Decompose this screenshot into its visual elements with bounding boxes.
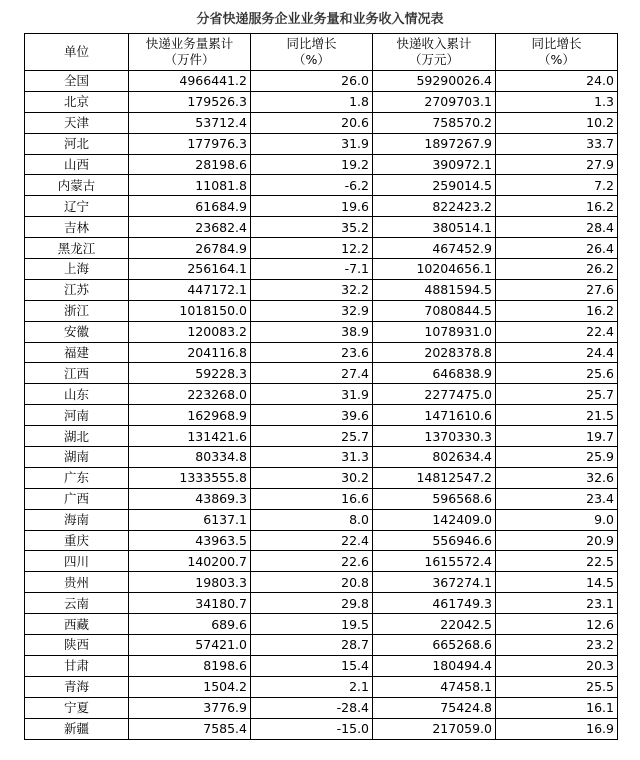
revenue-cell: 367274.1 xyxy=(373,572,496,593)
header-volume: 快递业务量累计 （万件） xyxy=(129,34,251,71)
header-revenue-growth: 同比增长 （%） xyxy=(496,34,618,71)
header-row xyxy=(25,34,618,71)
revenue-growth-cell: 28.4 xyxy=(496,217,618,238)
volume-cell: 19803.3 xyxy=(129,572,251,593)
volume-growth-cell: 31.9 xyxy=(251,133,373,154)
region-name: 河北 xyxy=(25,133,129,154)
revenue-growth-cell: 25.7 xyxy=(496,384,618,405)
table-row xyxy=(25,175,618,196)
volume-growth-cell: 28.7 xyxy=(251,635,373,656)
revenue-growth-cell: 24.0 xyxy=(496,71,618,92)
volume-growth-cell: -15.0 xyxy=(251,718,373,739)
revenue-growth-cell: 27.6 xyxy=(496,279,618,300)
region-name: 天津 xyxy=(25,112,129,133)
revenue-growth-cell: 26.4 xyxy=(496,238,618,259)
volume-cell: 23682.4 xyxy=(129,217,251,238)
volume-cell: 120083.2 xyxy=(129,321,251,342)
revenue-growth-cell: 16.2 xyxy=(496,196,618,217)
volume-growth-cell: 20.8 xyxy=(251,572,373,593)
volume-growth-cell: 35.2 xyxy=(251,217,373,238)
revenue-growth-cell: 24.4 xyxy=(496,342,618,363)
table-body xyxy=(25,71,618,740)
region-name: 福建 xyxy=(25,342,129,363)
table-row xyxy=(25,509,618,530)
volume-growth-cell: -7.1 xyxy=(251,259,373,280)
volume-cell: 1018150.0 xyxy=(129,300,251,321)
volume-cell: 1504.2 xyxy=(129,676,251,697)
region-name: 新疆 xyxy=(25,718,129,739)
region-name: 甘肃 xyxy=(25,655,129,676)
table-row xyxy=(25,154,618,175)
revenue-growth-cell: 14.5 xyxy=(496,572,618,593)
table-row xyxy=(25,614,618,635)
region-name: 山西 xyxy=(25,154,129,175)
table-row xyxy=(25,718,618,739)
revenue-growth-cell: 27.9 xyxy=(496,154,618,175)
table-row xyxy=(25,405,618,426)
revenue-cell: 1078931.0 xyxy=(373,321,496,342)
header-unit: 单位 xyxy=(25,34,129,71)
revenue-cell: 259014.5 xyxy=(373,175,496,196)
volume-growth-cell: 16.6 xyxy=(251,488,373,509)
header-revenue: 快递收入累计 （万元） xyxy=(373,34,496,71)
volume-cell: 177976.3 xyxy=(129,133,251,154)
revenue-cell: 10204656.1 xyxy=(373,259,496,280)
volume-growth-cell: 19.5 xyxy=(251,614,373,635)
revenue-cell: 75424.8 xyxy=(373,697,496,718)
revenue-growth-cell: 25.6 xyxy=(496,363,618,384)
volume-growth-cell: -28.4 xyxy=(251,697,373,718)
region-name: 重庆 xyxy=(25,530,129,551)
volume-cell: 53712.4 xyxy=(129,112,251,133)
table-row xyxy=(25,279,618,300)
table-row xyxy=(25,363,618,384)
volume-cell: 447172.1 xyxy=(129,279,251,300)
revenue-cell: 467452.9 xyxy=(373,238,496,259)
table-row xyxy=(25,635,618,656)
header-volume-growth: 同比增长 （%） xyxy=(251,34,373,71)
revenue-cell: 646838.9 xyxy=(373,363,496,384)
volume-growth-cell: 32.2 xyxy=(251,279,373,300)
volume-cell: 34180.7 xyxy=(129,593,251,614)
revenue-cell: 2028378.8 xyxy=(373,342,496,363)
volume-cell: 204116.8 xyxy=(129,342,251,363)
region-name: 内蒙古 xyxy=(25,175,129,196)
revenue-growth-cell: 16.9 xyxy=(496,718,618,739)
revenue-cell: 2277475.0 xyxy=(373,384,496,405)
revenue-cell: 665268.6 xyxy=(373,635,496,656)
revenue-growth-cell: 9.0 xyxy=(496,509,618,530)
revenue-cell: 59290026.4 xyxy=(373,71,496,92)
region-name: 广东 xyxy=(25,467,129,488)
table-row xyxy=(25,217,618,238)
volume-cell: 4966441.2 xyxy=(129,71,251,92)
volume-growth-cell: 25.7 xyxy=(251,426,373,447)
volume-growth-cell: 12.2 xyxy=(251,238,373,259)
volume-cell: 80334.8 xyxy=(129,447,251,468)
table-row xyxy=(25,321,618,342)
table-row xyxy=(25,196,618,217)
volume-cell: 8198.6 xyxy=(129,655,251,676)
table-row xyxy=(25,91,618,112)
region-name: 贵州 xyxy=(25,572,129,593)
region-name: 上海 xyxy=(25,259,129,280)
revenue-cell: 802634.4 xyxy=(373,447,496,468)
volume-growth-cell: 23.6 xyxy=(251,342,373,363)
revenue-growth-cell: 32.6 xyxy=(496,467,618,488)
revenue-growth-cell: 33.7 xyxy=(496,133,618,154)
volume-cell: 57421.0 xyxy=(129,635,251,656)
volume-growth-cell: 19.6 xyxy=(251,196,373,217)
revenue-cell: 14812547.2 xyxy=(373,467,496,488)
region-name: 山东 xyxy=(25,384,129,405)
volume-cell: 3776.9 xyxy=(129,697,251,718)
table-row xyxy=(25,238,618,259)
table-row xyxy=(25,447,618,468)
revenue-growth-cell: 22.5 xyxy=(496,551,618,572)
revenue-growth-cell: 10.2 xyxy=(496,112,618,133)
region-name: 四川 xyxy=(25,551,129,572)
volume-cell: 61684.9 xyxy=(129,196,251,217)
table-title: 分省快递服务企业业务量和业务收入情况表 xyxy=(196,12,444,27)
volume-growth-cell: 31.9 xyxy=(251,384,373,405)
volume-growth-cell: 31.3 xyxy=(251,447,373,468)
table-row xyxy=(25,697,618,718)
revenue-cell: 217059.0 xyxy=(373,718,496,739)
table-row xyxy=(25,676,618,697)
volume-cell: 223268.0 xyxy=(129,384,251,405)
table-row xyxy=(25,551,618,572)
table-row xyxy=(25,467,618,488)
volume-cell: 6137.1 xyxy=(129,509,251,530)
table-row xyxy=(25,655,618,676)
region-name: 全国 xyxy=(25,71,129,92)
express-stats-table xyxy=(24,33,618,740)
volume-cell: 131421.6 xyxy=(129,426,251,447)
volume-growth-cell: 2.1 xyxy=(251,676,373,697)
region-name: 江西 xyxy=(25,363,129,384)
region-name: 浙江 xyxy=(25,300,129,321)
volume-cell: 43869.3 xyxy=(129,488,251,509)
revenue-growth-cell: 20.3 xyxy=(496,655,618,676)
revenue-cell: 7080844.5 xyxy=(373,300,496,321)
revenue-cell: 1897267.9 xyxy=(373,133,496,154)
volume-cell: 26784.9 xyxy=(129,238,251,259)
volume-cell: 140200.7 xyxy=(129,551,251,572)
volume-growth-cell: 22.6 xyxy=(251,551,373,572)
table-row xyxy=(25,572,618,593)
volume-growth-cell: 22.4 xyxy=(251,530,373,551)
revenue-growth-cell: 16.2 xyxy=(496,300,618,321)
revenue-growth-cell: 12.6 xyxy=(496,614,618,635)
revenue-growth-cell: 7.2 xyxy=(496,175,618,196)
region-name: 云南 xyxy=(25,593,129,614)
revenue-growth-cell: 20.9 xyxy=(496,530,618,551)
volume-cell: 162968.9 xyxy=(129,405,251,426)
volume-cell: 1333555.8 xyxy=(129,467,251,488)
table-row xyxy=(25,71,618,92)
table-row xyxy=(25,488,618,509)
revenue-growth-cell: 23.2 xyxy=(496,635,618,656)
volume-growth-cell: 19.2 xyxy=(251,154,373,175)
table-row xyxy=(25,593,618,614)
revenue-growth-cell: 19.7 xyxy=(496,426,618,447)
revenue-cell: 556946.6 xyxy=(373,530,496,551)
revenue-cell: 390972.1 xyxy=(373,154,496,175)
region-name: 陕西 xyxy=(25,635,129,656)
revenue-growth-cell: 26.2 xyxy=(496,259,618,280)
region-name: 江苏 xyxy=(25,279,129,300)
volume-growth-cell: 26.0 xyxy=(251,71,373,92)
region-name: 河南 xyxy=(25,405,129,426)
region-name: 北京 xyxy=(25,91,129,112)
revenue-growth-cell: 23.4 xyxy=(496,488,618,509)
table-row xyxy=(25,112,618,133)
region-name: 湖南 xyxy=(25,447,129,468)
region-name: 海南 xyxy=(25,509,129,530)
region-name: 湖北 xyxy=(25,426,129,447)
revenue-cell: 758570.2 xyxy=(373,112,496,133)
revenue-growth-cell: 1.3 xyxy=(496,91,618,112)
revenue-growth-cell: 25.9 xyxy=(496,447,618,468)
revenue-growth-cell: 25.5 xyxy=(496,676,618,697)
volume-growth-cell: 39.6 xyxy=(251,405,373,426)
region-name: 西藏 xyxy=(25,614,129,635)
volume-growth-cell: 38.9 xyxy=(251,321,373,342)
volume-growth-cell: 32.9 xyxy=(251,300,373,321)
revenue-cell: 1471610.6 xyxy=(373,405,496,426)
region-name: 辽宁 xyxy=(25,196,129,217)
volume-cell: 59228.3 xyxy=(129,363,251,384)
revenue-cell: 596568.6 xyxy=(373,488,496,509)
revenue-growth-cell: 16.1 xyxy=(496,697,618,718)
revenue-cell: 461749.3 xyxy=(373,593,496,614)
revenue-cell: 822423.2 xyxy=(373,196,496,217)
table-row xyxy=(25,530,618,551)
table-row xyxy=(25,426,618,447)
volume-cell: 689.6 xyxy=(129,614,251,635)
revenue-growth-cell: 22.4 xyxy=(496,321,618,342)
revenue-cell: 1370330.3 xyxy=(373,426,496,447)
revenue-cell: 47458.1 xyxy=(373,676,496,697)
volume-growth-cell: 15.4 xyxy=(251,655,373,676)
revenue-cell: 142409.0 xyxy=(373,509,496,530)
volume-growth-cell: 1.8 xyxy=(251,91,373,112)
volume-cell: 7585.4 xyxy=(129,718,251,739)
table-row xyxy=(25,384,618,405)
volume-growth-cell: 27.4 xyxy=(251,363,373,384)
volume-cell: 43963.5 xyxy=(129,530,251,551)
revenue-cell: 22042.5 xyxy=(373,614,496,635)
region-name: 宁夏 xyxy=(25,697,129,718)
revenue-cell: 4881594.5 xyxy=(373,279,496,300)
volume-cell: 179526.3 xyxy=(129,91,251,112)
revenue-growth-cell: 23.1 xyxy=(496,593,618,614)
table-row xyxy=(25,300,618,321)
volume-growth-cell: 30.2 xyxy=(251,467,373,488)
table-row xyxy=(25,133,618,154)
revenue-cell: 180494.4 xyxy=(373,655,496,676)
volume-growth-cell: 29.8 xyxy=(251,593,373,614)
volume-cell: 11081.8 xyxy=(129,175,251,196)
volume-growth-cell: -6.2 xyxy=(251,175,373,196)
revenue-growth-cell: 21.5 xyxy=(496,405,618,426)
region-name: 吉林 xyxy=(25,217,129,238)
revenue-cell: 1615572.4 xyxy=(373,551,496,572)
table-row xyxy=(25,259,618,280)
region-name: 青海 xyxy=(25,676,129,697)
revenue-cell: 380514.1 xyxy=(373,217,496,238)
volume-growth-cell: 8.0 xyxy=(251,509,373,530)
volume-cell: 28198.6 xyxy=(129,154,251,175)
volume-cell: 256164.1 xyxy=(129,259,251,280)
revenue-cell: 2709703.1 xyxy=(373,91,496,112)
region-name: 广西 xyxy=(25,488,129,509)
region-name: 安徽 xyxy=(25,321,129,342)
region-name: 黑龙江 xyxy=(25,238,129,259)
table-row xyxy=(25,342,618,363)
volume-growth-cell: 20.6 xyxy=(251,112,373,133)
